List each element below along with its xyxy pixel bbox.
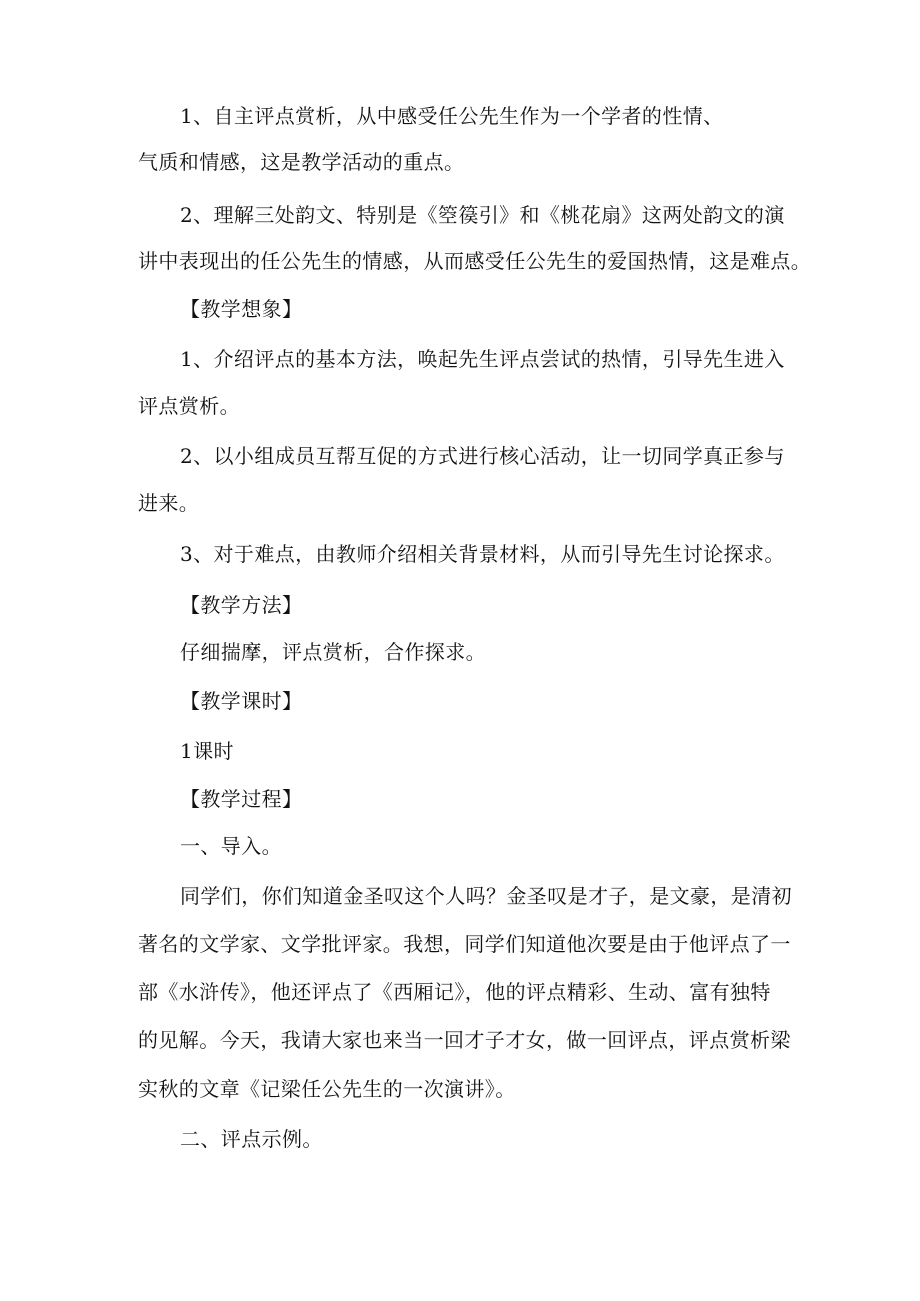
paragraph-line: 的见解。今天，我请大家也来当一回才子才女，做一回评点，评点赏析梁 bbox=[138, 1028, 791, 1052]
paragraph-line: 1课时 bbox=[180, 739, 234, 763]
paragraph-line: 同学们，你们知道金圣叹这个人吗？金圣叹是才子，是文豪，是清初 bbox=[180, 884, 792, 908]
section-heading: 【教学方法】 bbox=[180, 593, 303, 617]
paragraph-line: 1、自主评点赏析，从中感受任公先生作为一个学者的性情、 bbox=[180, 104, 724, 128]
paragraph-line: 仔细揣摩，评点赏析，合作探求。 bbox=[180, 640, 486, 664]
paragraph-line: 3、对于难点，由教师介绍相关背景材料，从而引导先生讨论探求。 bbox=[180, 542, 785, 566]
paragraph-line: 1、介绍评点的基本方法，唤起先生评点尝试的热情，引导先生进入 bbox=[180, 347, 785, 371]
paragraph-line: 进来。 bbox=[138, 491, 200, 515]
section-heading: 【教学想象】 bbox=[180, 297, 303, 321]
paragraph-line: 部《水浒传》，他还评点了《西厢记》，他的评点精彩、生动、富有独特 bbox=[138, 980, 771, 1004]
paragraph-line: 二、评点示例。 bbox=[180, 1127, 323, 1151]
paragraph-line: 2、理解三处韵文、特别是《箜篌引》和《桃花扇》这两处韵文的演 bbox=[180, 203, 785, 227]
paragraph-line: 著名的文学家、文学批评家。我想，同学们知道他次要是由于他评点了一 bbox=[138, 932, 791, 956]
section-heading: 【教学课时】 bbox=[180, 689, 303, 713]
paragraph-line: 评点赏析。 bbox=[138, 394, 240, 418]
paragraph-line: 讲中表现出的任公先生的情感，从而感受任公先生的爱国热情，这是难点。 bbox=[138, 249, 812, 273]
paragraph-line: 气质和情感，这是教学活动的重点。 bbox=[138, 150, 465, 174]
paragraph-line: 一、导入。 bbox=[180, 834, 282, 858]
paragraph-line: 2、以小组成员互帮互促的方式进行核心活动，让一切同学真正参与 bbox=[180, 444, 785, 468]
paragraph-line: 实秋的文章《记梁任公先生的一次演讲》。 bbox=[138, 1077, 516, 1101]
section-heading: 【教学过程】 bbox=[180, 787, 303, 811]
